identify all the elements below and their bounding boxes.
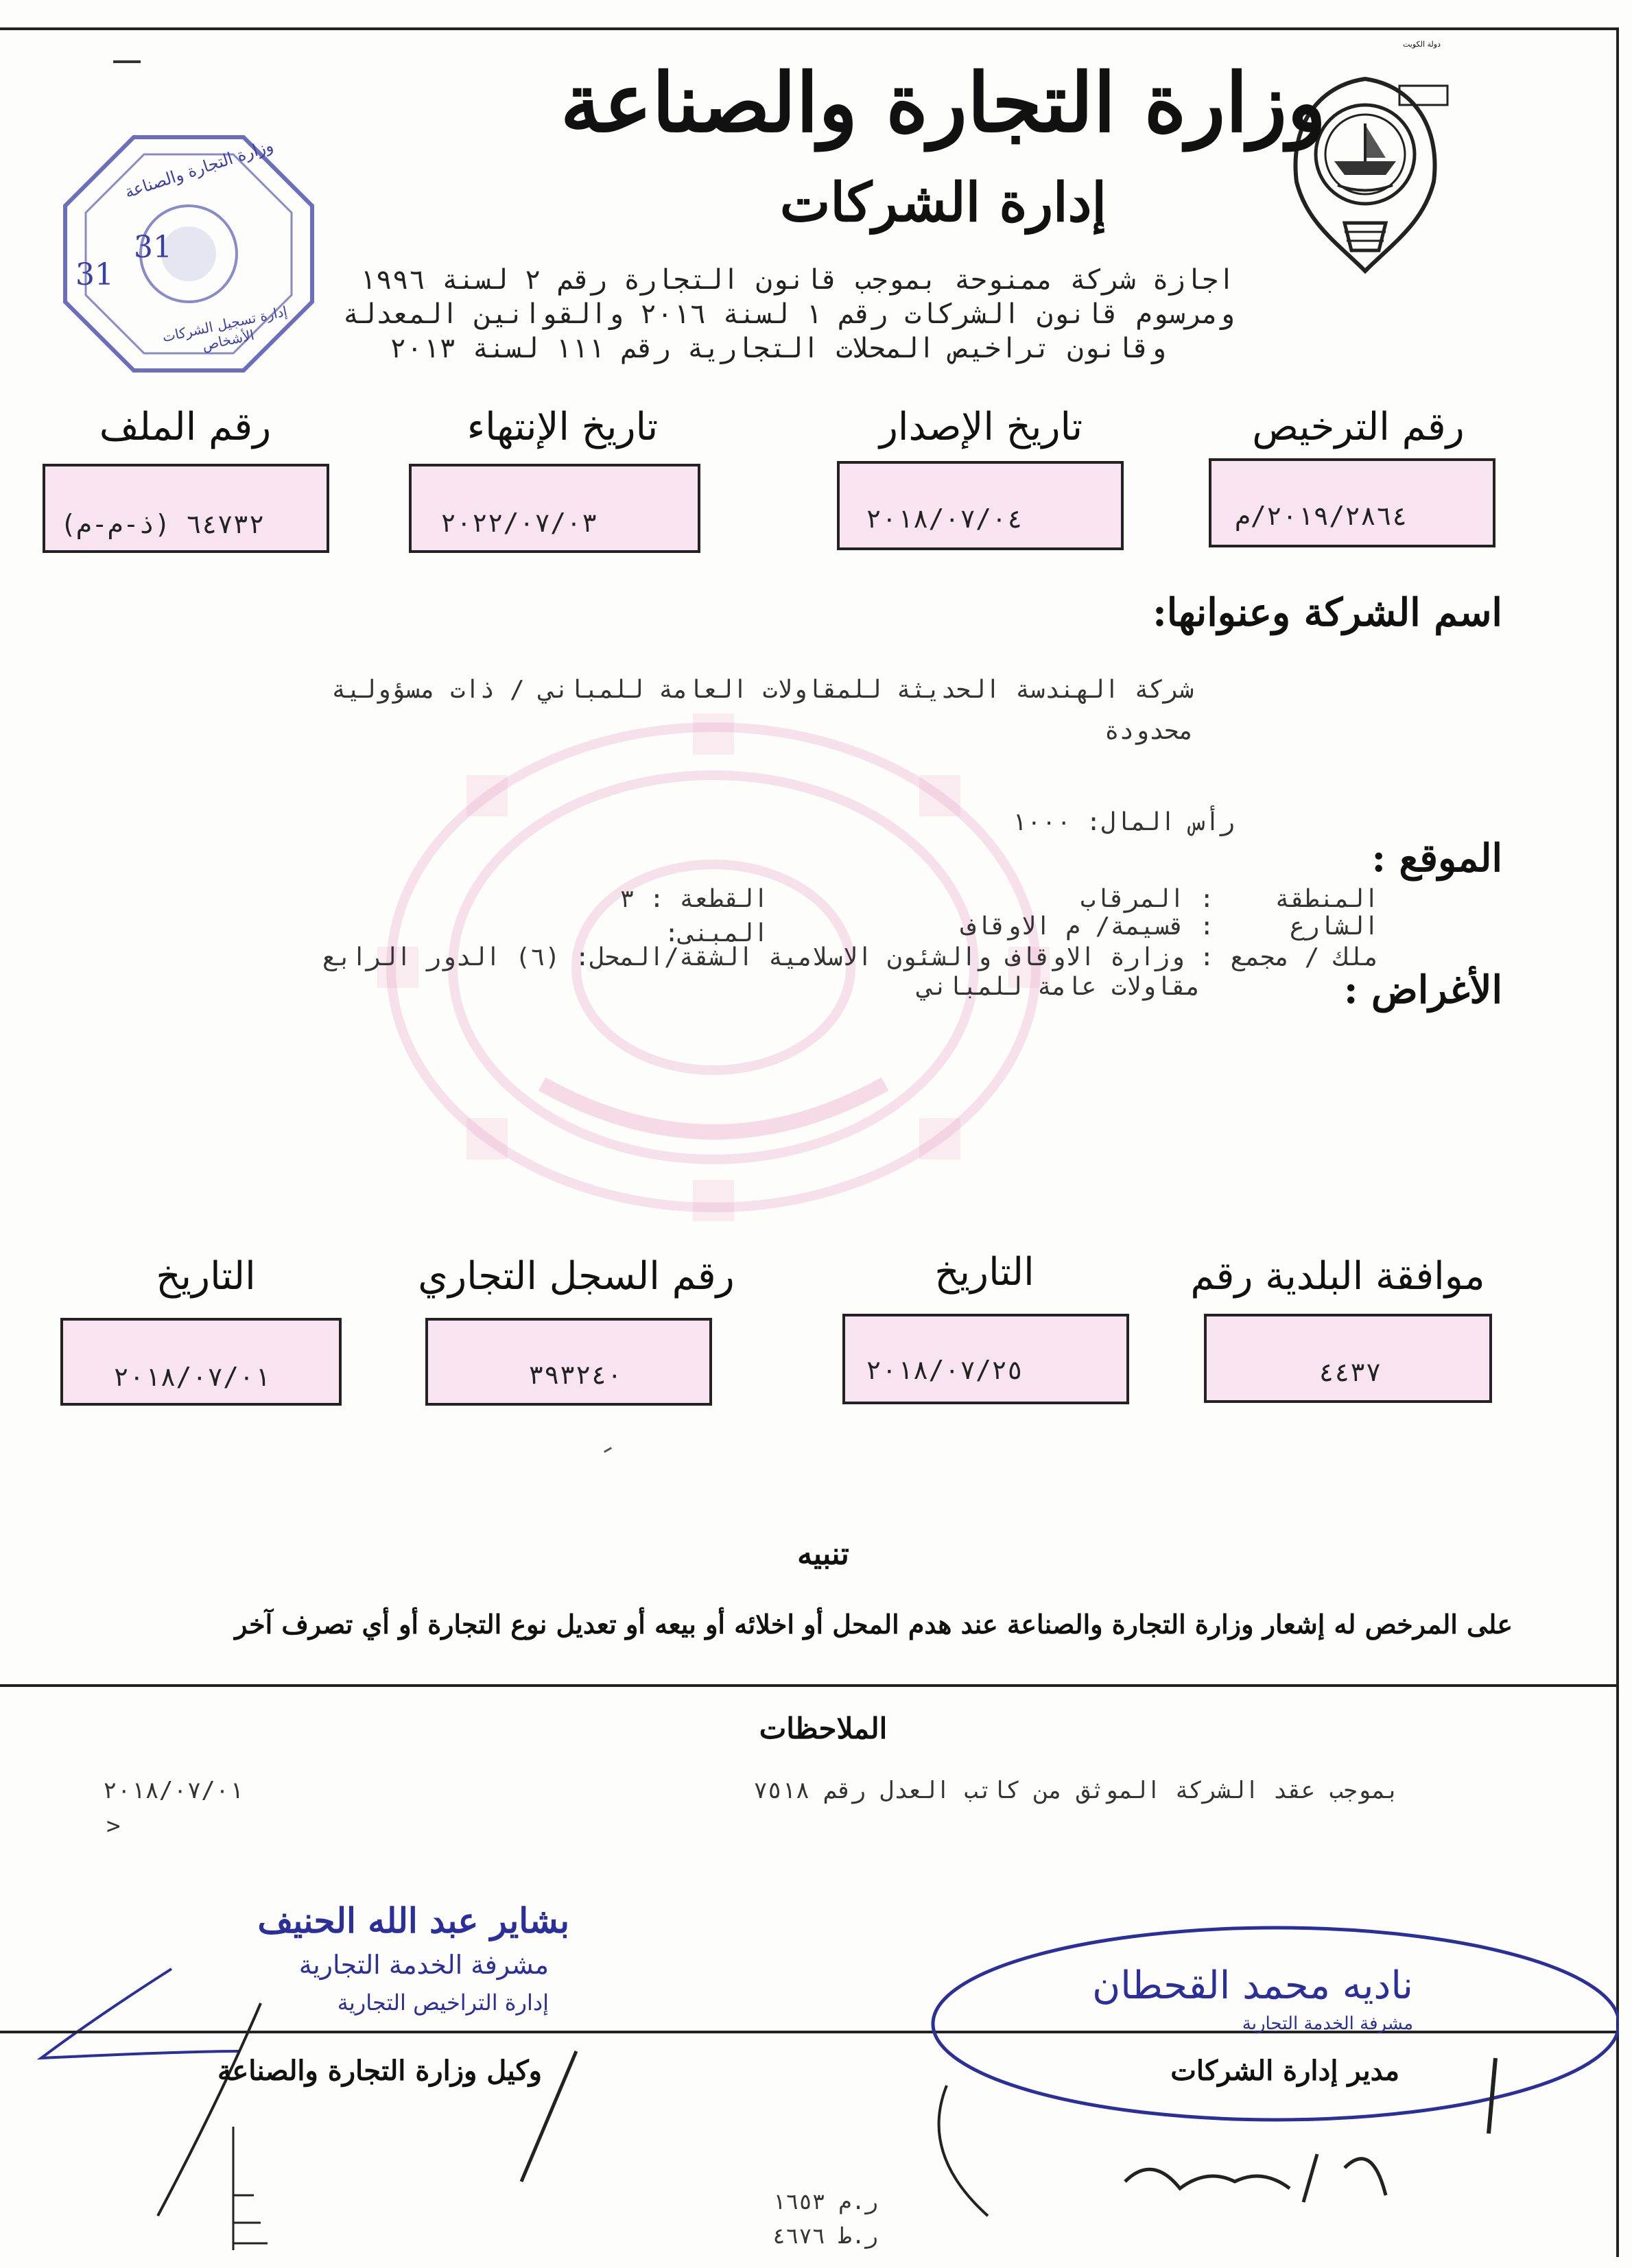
- date2-label: التاريخ: [156, 1254, 256, 1299]
- notice-divider: [0, 1684, 1619, 1687]
- file-number-value: ٦٤٧٣٢ (ذ-م-م): [60, 509, 265, 539]
- left-signer-title-1: مشرفة الخدمة التجارية: [298, 1950, 549, 1980]
- stamp-text: وزارة التجارة والصناعة: [122, 135, 276, 202]
- owner-label: ملك / مجمع: [1230, 943, 1379, 971]
- right-signer-name: ناديه محمد القحطان: [1092, 1963, 1413, 2008]
- building-value: المبنى:: [664, 919, 768, 947]
- expiry-date-label: تاريخ الإنتهاء: [466, 405, 659, 449]
- notice-heading: تنبيه: [797, 1537, 849, 1572]
- department-title: إدارة الشركات: [779, 172, 1107, 234]
- region-value: : المرقاب: [1080, 885, 1214, 913]
- cr-label: رقم السجل التجاري: [418, 1254, 735, 1299]
- right-signer-role: مدير إدارة الشركات: [1170, 2055, 1399, 2087]
- date2-value: ٢٠١٨/٠٧/٠١: [113, 1362, 270, 1392]
- municipality-label: موافقة البلدية رقم: [1190, 1254, 1485, 1299]
- ministry-title: وزارة التجارة والصناعة: [560, 55, 1327, 150]
- remarks-date: ٢٠١٨/٠٧/٠١: [103, 1777, 244, 1804]
- left-signer-title-2: إدارة التراخيص التجارية: [337, 1989, 549, 2016]
- left-signer-name: بشاير عبد الله الحنيف: [257, 1900, 569, 1941]
- capital-value: رأس المال: ١٠٠٠: [1011, 808, 1235, 836]
- purposes-heading: الأغراض :: [1343, 967, 1502, 1013]
- owner-value: : وزارة الاوقاف والشئون الاسلامية الشقة/المحل: (٦) الدور الرابع: [322, 943, 1214, 971]
- emblem-label: دولة الكويت: [1403, 40, 1441, 49]
- remarks-text: بموجب عقد الشركة الموثق من كاتب العدل رقم ٧٥١٨: [753, 1777, 1399, 1804]
- date1-value: ٢٠١٨/٠٧/٢٥: [866, 1355, 1023, 1385]
- remarks-heading: الملاحظات: [759, 1712, 888, 1745]
- law-line-2: ومرسوم قانون الشركات رقم ١ لسنة ٢٠١٦ والقوانين المعدلة: [342, 298, 1235, 330]
- footer-line-2: ر.ط ٤٦٧٦: [772, 2223, 878, 2249]
- expiry-date-value: ٢٠٢٢/٠٧/٠٣: [440, 508, 598, 538]
- file-number-label: رقم الملف: [99, 405, 272, 449]
- region-label: المنطقة: [1275, 885, 1379, 913]
- file-number-box: [43, 464, 329, 553]
- cr-value: ٣٩٣٢٤٠: [528, 1360, 623, 1390]
- stamp-sub: إدارة تسجيل الشركات الأشخاص: [161, 303, 289, 354]
- license-number-label: رقم الترخيص: [1252, 405, 1465, 449]
- street-label: الشارع: [1289, 912, 1379, 941]
- stamp-day-left: 31: [75, 257, 114, 292]
- location-heading: الموقع :: [1371, 836, 1502, 881]
- company-name-line-1: شركة الهندسة الحديثة للمقاولات العامة للمباني / ذات مسؤولية: [331, 676, 1194, 704]
- right-signer-title: مشرفة الخدمة التجارية: [1242, 2013, 1413, 2034]
- plot-value: القطعة : ٣: [619, 885, 768, 913]
- company-name-line-2: محدودة: [1104, 717, 1194, 745]
- left-signer-role: وكيل وزارة التجارة والصناعة: [217, 2055, 542, 2087]
- date1-label: التاريخ: [934, 1250, 1034, 1295]
- municipality-value: ٤٤٣٧: [1318, 1357, 1382, 1387]
- remarks-marker: >: [106, 1812, 121, 1840]
- purposes-value: مقاولات عامة للمباني: [918, 973, 1201, 1001]
- footer-line-1: ر.م ١٦٥٣: [772, 2188, 878, 2214]
- corner-mark: [113, 60, 141, 63]
- street-value: : قسيمة/ م الاوقاف: [961, 912, 1214, 941]
- company-heading: اسم الشركة وعنوانها:: [1152, 590, 1502, 635]
- issue-date-label: تاريخ الإصدار: [879, 405, 1083, 449]
- issue-date-value: ٢٠١٨/٠٧/٠٤: [866, 504, 1023, 534]
- stamp-day-right: 31: [134, 230, 172, 265]
- notice-text: على المرخص له إشعار وزارة التجارة والصناعة عند هدم المحل أو اخلائه أو بيعه أو تعديل نوع التجارة أو أي تصرف آخر: [235, 1609, 1513, 1640]
- license-number-value: ٢٠١٩/٢٨٦٤/م: [1235, 501, 1408, 531]
- law-line-1: اجازة شركة ممنوحة بموجب قانون التجارة رقم ٢ لسنة ١٩٩٦: [359, 264, 1235, 296]
- law-line-3: وقانون تراخيص المحلات التجارية رقم ١١١ لسنة ٢٠١٣: [390, 333, 1166, 364]
